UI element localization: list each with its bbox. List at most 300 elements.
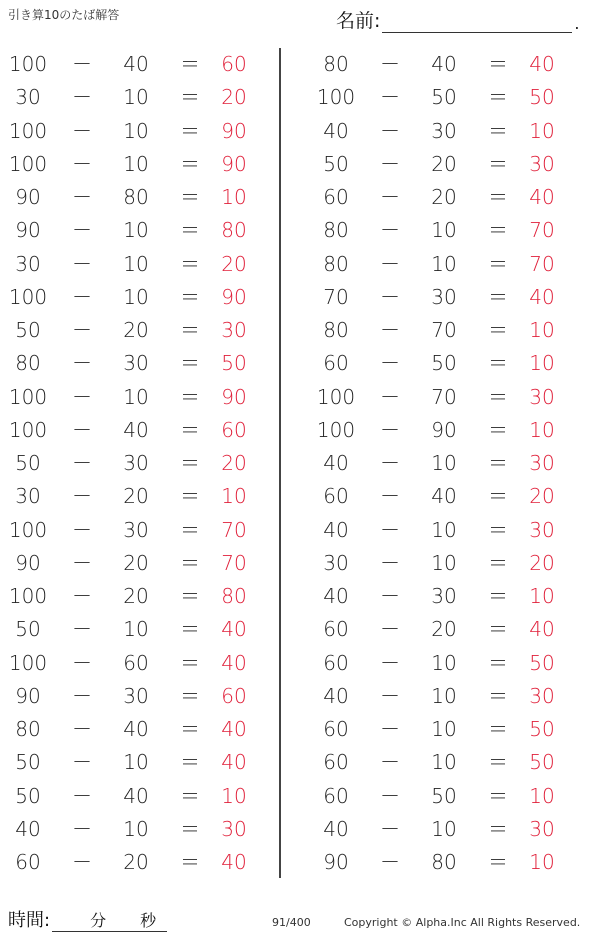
- answer: 60: [221, 683, 247, 708]
- minus-sign: －: [380, 318, 400, 342]
- minuend: 60: [323, 185, 349, 209]
- answer: 30: [529, 384, 555, 409]
- equals-sign: ＝: [180, 218, 200, 243]
- minus-sign: －: [72, 251, 92, 276]
- problem-row: [0, 81, 278, 114]
- subtrahend: 40: [123, 783, 149, 808]
- subtrahend: 20: [123, 850, 149, 874]
- problem-row: [300, 414, 600, 447]
- problem-row: [0, 647, 278, 680]
- equals-sign: ＝: [180, 617, 200, 642]
- minuend: 50: [15, 750, 41, 775]
- answer: 20: [221, 251, 247, 276]
- minuend: 50: [323, 151, 349, 176]
- answer: 80: [221, 584, 247, 608]
- subtrahend: 10: [431, 717, 457, 741]
- subtrahend: 10: [123, 218, 149, 243]
- minus-sign: －: [72, 284, 92, 309]
- minuend: 30: [323, 550, 349, 575]
- answer: 40: [529, 185, 555, 209]
- equals-sign: ＝: [180, 750, 200, 775]
- subtrahend: 30: [123, 351, 149, 376]
- minuend: 100: [316, 417, 356, 442]
- subtrahend: 20: [123, 584, 149, 608]
- minus-sign: －: [72, 683, 92, 708]
- equals-sign: ＝: [180, 584, 200, 608]
- answer: 30: [529, 816, 555, 841]
- answer: 40: [529, 284, 555, 309]
- minutes-label: 分: [90, 911, 107, 930]
- answer: 10: [529, 417, 555, 442]
- minuend: 40: [323, 517, 349, 542]
- equals-sign: ＝: [488, 52, 508, 76]
- minuend: 100: [8, 584, 48, 608]
- equals-sign: ＝: [180, 484, 200, 509]
- problem-row: [300, 81, 600, 114]
- time-blank-line: [52, 909, 167, 932]
- problem-row: [300, 846, 600, 879]
- equals-sign: ＝: [180, 417, 200, 442]
- problem-row: [300, 148, 600, 181]
- problem-row: [0, 547, 278, 580]
- subtrahend: 10: [431, 816, 457, 841]
- minus-sign: －: [380, 185, 400, 209]
- subtrahend: 30: [431, 584, 457, 608]
- equals-sign: ＝: [180, 351, 200, 376]
- minuend: 90: [15, 683, 41, 708]
- subtrahend: 20: [431, 617, 457, 642]
- minus-sign: －: [380, 783, 400, 808]
- equals-sign: ＝: [488, 251, 508, 276]
- answer: 70: [529, 218, 555, 243]
- minuend: 80: [323, 251, 349, 276]
- minus-sign: －: [380, 484, 400, 509]
- subtrahend: 10: [431, 683, 457, 708]
- answer: 10: [221, 484, 247, 509]
- minus-sign: －: [72, 783, 92, 808]
- minus-sign: －: [380, 816, 400, 841]
- answer: 50: [529, 85, 555, 110]
- equals-sign: ＝: [488, 284, 508, 309]
- minus-sign: －: [72, 417, 92, 442]
- minuend: 100: [8, 650, 48, 675]
- problem-row: [300, 181, 600, 214]
- problem-row: [300, 480, 600, 513]
- problem-row: [300, 314, 600, 347]
- subtrahend: 30: [123, 683, 149, 708]
- minus-sign: －: [380, 683, 400, 708]
- problem-row: [300, 613, 600, 646]
- equals-sign: ＝: [180, 850, 200, 874]
- problem-row: [0, 181, 278, 214]
- problem-row: [0, 381, 278, 414]
- minuend: 90: [15, 218, 41, 243]
- problems-left-column: [0, 48, 278, 879]
- minus-sign: －: [72, 85, 92, 110]
- minuend: 40: [323, 816, 349, 841]
- problem-row: [300, 248, 600, 281]
- answer: 40: [529, 617, 555, 642]
- equals-sign: ＝: [488, 783, 508, 808]
- equals-sign: ＝: [488, 650, 508, 675]
- answer: 40: [221, 650, 247, 675]
- subtrahend: 10: [431, 251, 457, 276]
- answer: 10: [529, 850, 555, 874]
- equals-sign: ＝: [180, 451, 200, 475]
- equals-sign: ＝: [488, 717, 508, 741]
- subtrahend: 20: [123, 550, 149, 575]
- answer: 90: [221, 284, 247, 309]
- minuend: 100: [316, 384, 356, 409]
- minus-sign: －: [380, 52, 400, 76]
- problem-row: [0, 480, 278, 513]
- subtrahend: 40: [123, 417, 149, 442]
- subtrahend: 60: [123, 650, 149, 675]
- seconds-label: 秒: [140, 911, 157, 930]
- minus-sign: －: [380, 351, 400, 376]
- equals-sign: ＝: [180, 151, 200, 176]
- subtrahend: 30: [123, 451, 149, 475]
- minuend: 60: [323, 650, 349, 675]
- minuend: 90: [323, 850, 349, 874]
- minus-sign: －: [380, 251, 400, 276]
- subtrahend: 40: [123, 717, 149, 741]
- problem-row: [0, 846, 278, 879]
- subtrahend: 10: [123, 251, 149, 276]
- answer: 20: [221, 451, 247, 475]
- time-field: [8, 906, 167, 932]
- problem-row: [0, 115, 278, 148]
- answer: 30: [529, 451, 555, 475]
- subtrahend: 10: [431, 218, 457, 243]
- minuend: 100: [8, 517, 48, 542]
- equals-sign: ＝: [180, 284, 200, 309]
- minuend: 100: [316, 85, 356, 110]
- minus-sign: －: [72, 151, 92, 176]
- subtrahend: 10: [431, 650, 457, 675]
- equals-sign: ＝: [488, 451, 508, 475]
- minus-sign: －: [72, 584, 92, 608]
- minus-sign: －: [72, 185, 92, 209]
- minus-sign: －: [72, 850, 92, 874]
- minus-sign: －: [380, 85, 400, 110]
- answer: 40: [221, 717, 247, 741]
- name-blank-line: [382, 10, 572, 33]
- answer: 90: [221, 151, 247, 176]
- equals-sign: ＝: [180, 717, 200, 741]
- problem-row: [300, 780, 600, 813]
- problem-row: [0, 314, 278, 347]
- equals-sign: ＝: [488, 417, 508, 442]
- problem-row: [300, 813, 600, 846]
- subtrahend: 10: [431, 517, 457, 542]
- answer: 70: [529, 251, 555, 276]
- answer: 20: [221, 85, 247, 110]
- minuend: 60: [323, 351, 349, 376]
- answer: 40: [221, 750, 247, 775]
- subtrahend: 40: [123, 52, 149, 76]
- subtrahend: 10: [123, 617, 149, 642]
- equals-sign: ＝: [180, 517, 200, 542]
- minus-sign: －: [72, 218, 92, 243]
- minuend: 100: [8, 384, 48, 409]
- equals-sign: ＝: [488, 185, 508, 209]
- minuend: 80: [15, 717, 41, 741]
- problem-row: [0, 214, 278, 247]
- subtrahend: 50: [431, 351, 457, 376]
- subtrahend: 10: [431, 550, 457, 575]
- answer: 50: [529, 650, 555, 675]
- minuend: 70: [323, 284, 349, 309]
- equals-sign: ＝: [180, 52, 200, 76]
- subtrahend: 20: [431, 185, 457, 209]
- name-label: 名前:: [336, 10, 381, 32]
- problem-row: [0, 414, 278, 447]
- minuend: 100: [8, 151, 48, 176]
- answer: 50: [529, 717, 555, 741]
- problem-row: [300, 214, 600, 247]
- answer: 80: [221, 218, 247, 243]
- minuend: 50: [15, 318, 41, 342]
- minus-sign: －: [380, 151, 400, 176]
- equals-sign: ＝: [180, 251, 200, 276]
- minus-sign: －: [380, 384, 400, 409]
- minuend: 100: [8, 417, 48, 442]
- problem-row: [0, 347, 278, 380]
- answer: 10: [529, 783, 555, 808]
- answer: 10: [529, 584, 555, 608]
- minus-sign: －: [380, 284, 400, 309]
- minus-sign: －: [72, 750, 92, 775]
- subtrahend: 40: [431, 52, 457, 76]
- minuend: 40: [323, 683, 349, 708]
- minuend: 30: [15, 85, 41, 110]
- answer: 50: [221, 351, 247, 376]
- equals-sign: ＝: [488, 151, 508, 176]
- problem-row: [300, 713, 600, 746]
- subtrahend: 30: [431, 284, 457, 309]
- answer: 10: [221, 185, 247, 209]
- equals-sign: ＝: [488, 218, 508, 243]
- problem-row: [300, 514, 600, 547]
- minus-sign: －: [380, 451, 400, 475]
- answer: 20: [529, 484, 555, 509]
- answer: 10: [529, 351, 555, 376]
- problem-row: [0, 713, 278, 746]
- equals-sign: ＝: [488, 850, 508, 874]
- answer: 20: [529, 550, 555, 575]
- problem-row: [300, 347, 600, 380]
- equals-sign: ＝: [180, 118, 200, 143]
- minuend: 60: [323, 750, 349, 775]
- minuend: 90: [15, 550, 41, 575]
- problem-row: [0, 48, 278, 81]
- problem-row: [0, 813, 278, 846]
- copyright-notice: Copyright © Alpha.Inc All Rights Reserved.: [344, 916, 581, 929]
- subtrahend: 10: [123, 750, 149, 775]
- equals-sign: ＝: [488, 484, 508, 509]
- minuend: 60: [323, 617, 349, 642]
- problem-row: [0, 680, 278, 713]
- minus-sign: －: [380, 584, 400, 608]
- minuend: 80: [323, 318, 349, 342]
- equals-sign: ＝: [488, 584, 508, 608]
- subtrahend: 10: [123, 816, 149, 841]
- answer: 30: [221, 318, 247, 342]
- subtrahend: 80: [123, 185, 149, 209]
- answer: 50: [529, 750, 555, 775]
- minus-sign: －: [72, 451, 92, 475]
- minus-sign: －: [380, 617, 400, 642]
- minus-sign: －: [380, 417, 400, 442]
- minuend: 80: [323, 218, 349, 243]
- problem-row: [300, 447, 600, 480]
- problem-row: [300, 580, 600, 613]
- equals-sign: ＝: [488, 550, 508, 575]
- minuend: 40: [323, 584, 349, 608]
- minuend: 100: [8, 284, 48, 309]
- problem-row: [0, 580, 278, 613]
- minus-sign: －: [72, 52, 92, 76]
- problem-row: [300, 547, 600, 580]
- answer: 90: [221, 384, 247, 409]
- minus-sign: －: [72, 650, 92, 675]
- equals-sign: ＝: [180, 550, 200, 575]
- minuend: 60: [323, 783, 349, 808]
- minus-sign: －: [72, 318, 92, 342]
- answer: 30: [529, 683, 555, 708]
- answer: 90: [221, 118, 247, 143]
- answer: 10: [529, 318, 555, 342]
- subtrahend: 70: [431, 318, 457, 342]
- equals-sign: ＝: [488, 318, 508, 342]
- answer: 10: [529, 118, 555, 143]
- problem-row: [0, 148, 278, 181]
- subtrahend: 70: [431, 384, 457, 409]
- problem-row: [0, 780, 278, 813]
- problem-row: [300, 381, 600, 414]
- minus-sign: －: [380, 650, 400, 675]
- minuend: 60: [323, 484, 349, 509]
- answer: 70: [221, 517, 247, 542]
- minuend: 30: [15, 251, 41, 276]
- subtrahend: 50: [431, 85, 457, 110]
- answer: 30: [529, 517, 555, 542]
- page-number: 91/400: [272, 916, 311, 929]
- subtrahend: 20: [431, 151, 457, 176]
- problem-row: [0, 514, 278, 547]
- minuend: 50: [15, 617, 41, 642]
- equals-sign: ＝: [180, 185, 200, 209]
- minus-sign: －: [380, 218, 400, 243]
- minuend: 100: [8, 118, 48, 143]
- minuend: 60: [323, 717, 349, 741]
- worksheet-title: 引き算10のたば解答: [8, 8, 120, 22]
- answer: 40: [221, 617, 247, 642]
- minuend: 90: [15, 185, 41, 209]
- equals-sign: ＝: [488, 683, 508, 708]
- equals-sign: ＝: [180, 650, 200, 675]
- subtrahend: 10: [123, 284, 149, 309]
- subtrahend: 40: [431, 484, 457, 509]
- equals-sign: ＝: [180, 783, 200, 808]
- name-field: [336, 6, 580, 33]
- subtrahend: 30: [123, 517, 149, 542]
- subtrahend: 10: [431, 451, 457, 475]
- minuend: 80: [15, 351, 41, 376]
- minuend: 40: [323, 451, 349, 475]
- subtrahend: 10: [123, 384, 149, 409]
- subtrahend: 10: [123, 118, 149, 143]
- minus-sign: －: [72, 384, 92, 409]
- answer: 60: [221, 417, 247, 442]
- problem-row: [300, 115, 600, 148]
- minus-sign: －: [380, 118, 400, 143]
- equals-sign: ＝: [180, 384, 200, 409]
- subtrahend: 30: [431, 118, 457, 143]
- answer: 70: [221, 550, 247, 575]
- answer: 10: [221, 783, 247, 808]
- minus-sign: －: [72, 550, 92, 575]
- minus-sign: －: [72, 816, 92, 841]
- column-divider: [279, 48, 281, 878]
- minuend: 100: [8, 52, 48, 76]
- answer: 60: [221, 52, 247, 76]
- problem-row: [300, 281, 600, 314]
- minuend: 60: [15, 850, 41, 874]
- equals-sign: ＝: [488, 118, 508, 143]
- minuend: 80: [323, 52, 349, 76]
- subtrahend: 10: [431, 750, 457, 775]
- equals-sign: ＝: [488, 351, 508, 376]
- problem-row: [0, 248, 278, 281]
- answer: 40: [529, 52, 555, 76]
- problem-row: [300, 48, 600, 81]
- problem-row: [300, 680, 600, 713]
- problem-row: [0, 746, 278, 779]
- problem-row: [300, 647, 600, 680]
- minus-sign: －: [380, 750, 400, 775]
- minus-sign: －: [380, 550, 400, 575]
- minuend: 30: [15, 484, 41, 509]
- minus-sign: －: [72, 717, 92, 741]
- problems-right-column: [300, 48, 600, 879]
- minus-sign: －: [72, 517, 92, 542]
- equals-sign: ＝: [488, 816, 508, 841]
- minuend: 40: [323, 118, 349, 143]
- equals-sign: ＝: [488, 85, 508, 110]
- equals-sign: ＝: [488, 750, 508, 775]
- subtrahend: 20: [123, 318, 149, 342]
- time-label: 時間:: [8, 910, 51, 931]
- equals-sign: ＝: [180, 816, 200, 841]
- minus-sign: －: [380, 717, 400, 741]
- equals-sign: ＝: [180, 85, 200, 110]
- name-period: .: [574, 14, 580, 33]
- minuend: 50: [15, 783, 41, 808]
- minuend: 50: [15, 451, 41, 475]
- subtrahend: 10: [123, 151, 149, 176]
- problem-row: [0, 613, 278, 646]
- subtrahend: 80: [431, 850, 457, 874]
- minus-sign: －: [72, 351, 92, 376]
- minuend: 40: [15, 816, 41, 841]
- problem-row: [0, 281, 278, 314]
- subtrahend: 50: [431, 783, 457, 808]
- equals-sign: ＝: [488, 517, 508, 542]
- minus-sign: －: [72, 617, 92, 642]
- answer: 30: [529, 151, 555, 176]
